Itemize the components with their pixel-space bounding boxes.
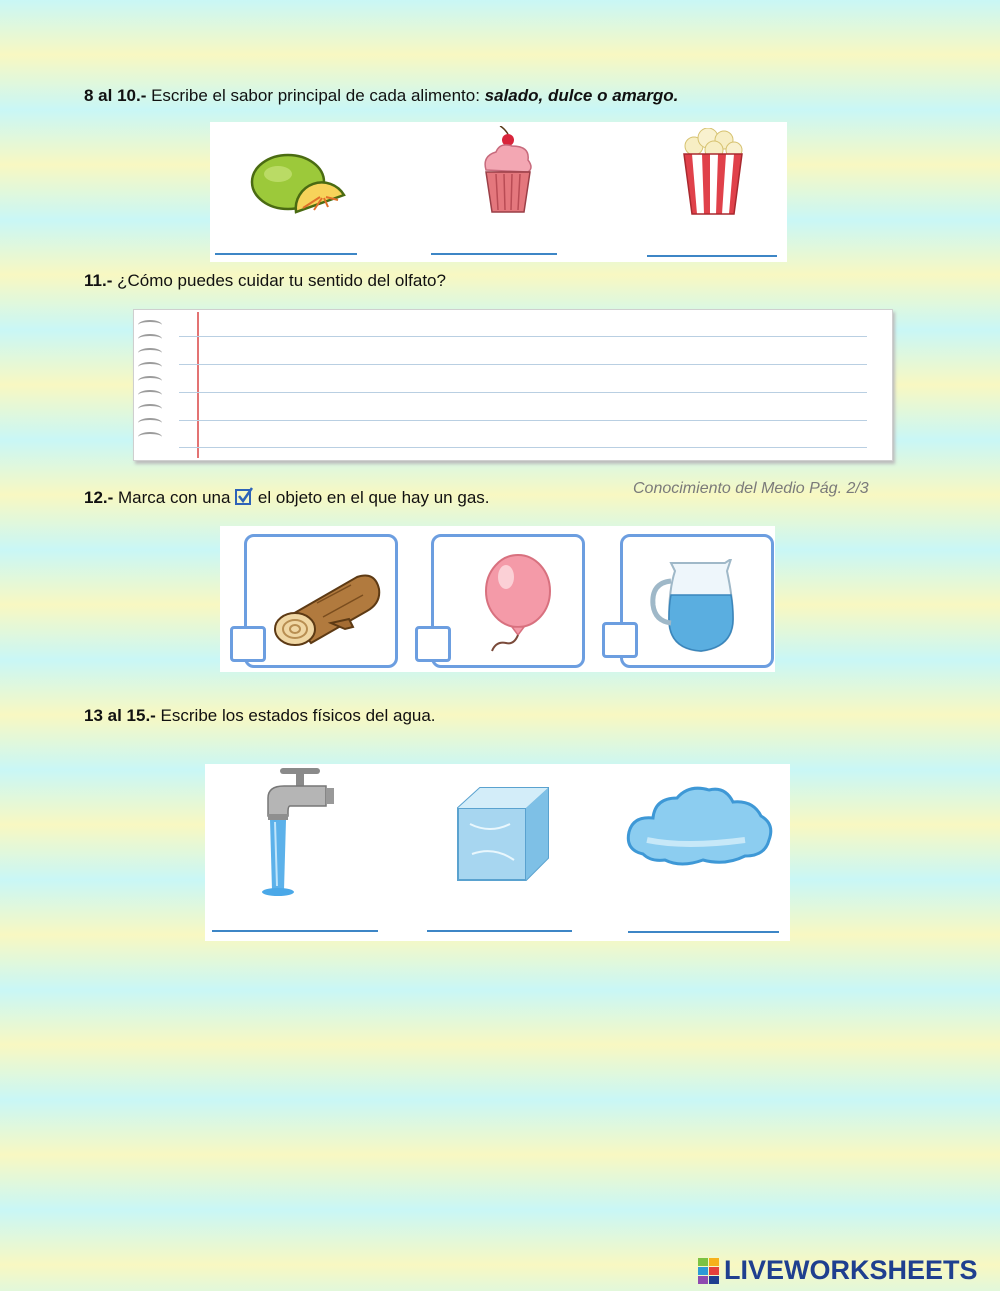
water-jug-icon <box>647 559 743 653</box>
question-13-15 <box>84 706 436 726</box>
faucet-icon <box>250 768 340 898</box>
question-8-10 <box>84 86 678 106</box>
spiral-ring <box>138 404 162 414</box>
ruled-line <box>179 420 867 421</box>
ruled-line <box>179 336 867 337</box>
question-12 <box>84 487 490 508</box>
question-text: Marca con una <box>113 488 236 507</box>
notebook-answer-area[interactable] <box>133 309 893 461</box>
water-states-panel <box>205 764 790 941</box>
cupcake-icon <box>478 126 538 216</box>
answer-line[interactable] <box>647 255 777 257</box>
spiral-ring <box>138 348 162 358</box>
liveworksheets-logo[interactable]: LIVEWORKSHEETS <box>724 1255 978 1285</box>
question-text: ¿Cómo puedes cuidar tu sentido del olfato? <box>112 271 446 290</box>
checkbox-water-jug[interactable] <box>602 622 638 658</box>
option-card-log <box>244 534 398 668</box>
answer-line[interactable] <box>628 931 779 933</box>
question-text: Escribe los estados físicos del agua. <box>155 706 436 725</box>
spiral-ring <box>138 376 162 386</box>
question-number: 8 al 10.- <box>84 86 147 105</box>
answer-options: salado, dulce o amargo. <box>484 86 679 105</box>
liveworksheets-logo-icon <box>698 1258 720 1284</box>
ruled-line <box>179 392 867 393</box>
balloon-icon <box>476 553 556 657</box>
question-11 <box>84 271 446 291</box>
checkbox-log[interactable] <box>230 626 266 662</box>
question-number: 11.- <box>84 271 113 290</box>
checkbox-balloon[interactable] <box>415 626 451 662</box>
cloud-icon <box>625 784 775 870</box>
answer-line[interactable] <box>427 930 572 932</box>
ruled-line <box>179 447 867 448</box>
flavor-panel <box>210 122 787 262</box>
answer-line[interactable] <box>431 253 557 255</box>
question-number: 12.- <box>84 488 114 507</box>
ruled-line <box>179 364 867 365</box>
answer-line[interactable] <box>215 253 357 255</box>
ice-cube-icon <box>450 784 552 884</box>
margin-line <box>197 312 199 458</box>
checked-box-icon <box>235 487 253 505</box>
spiral-ring <box>138 334 162 344</box>
option-card-balloon <box>431 534 585 668</box>
spiral-ring <box>138 432 162 442</box>
log-icon <box>271 567 383 647</box>
answer-line[interactable] <box>212 930 378 932</box>
spiral-ring <box>138 418 162 428</box>
spiral-ring <box>138 362 162 372</box>
lime-icon <box>248 150 348 220</box>
spiral-ring <box>138 390 162 400</box>
option-card-water-jug <box>620 534 774 668</box>
spiral-ring <box>138 320 162 330</box>
question-text: Escribe el sabor principal de cada alimento: <box>146 86 485 105</box>
page-reference: Conocimiento del Medio Pág. 2/3 <box>633 480 869 497</box>
question-number: 13 al 15.- <box>84 706 156 725</box>
question-text: el objeto en el que hay un gas. <box>253 488 490 507</box>
popcorn-icon <box>680 128 746 216</box>
